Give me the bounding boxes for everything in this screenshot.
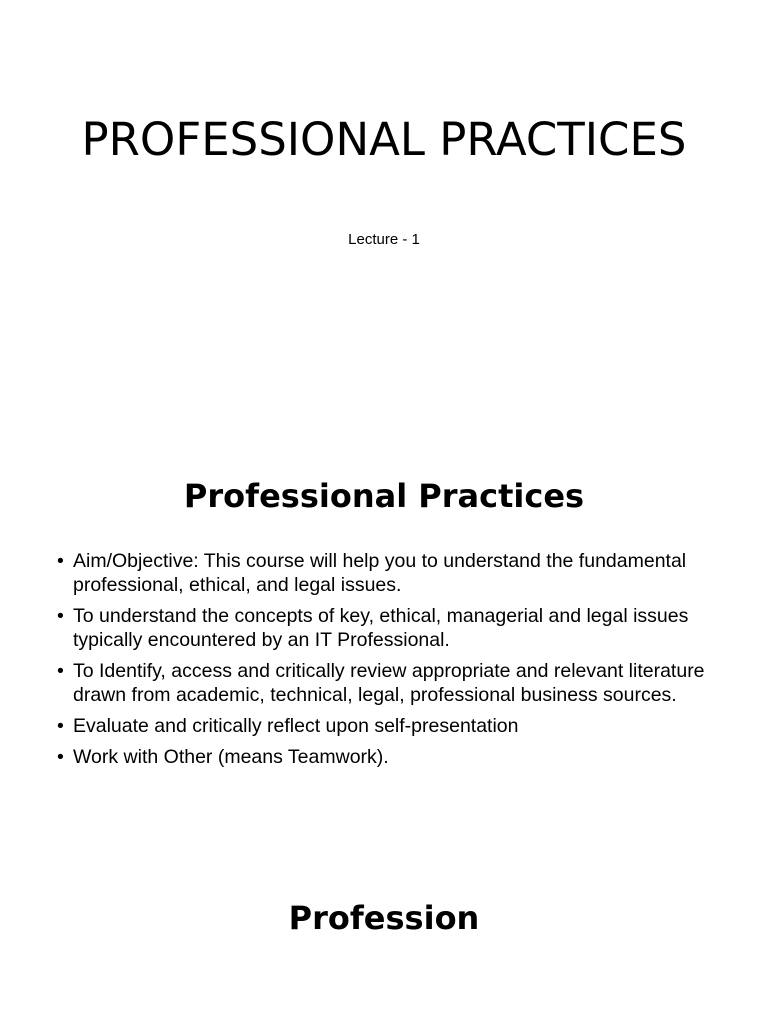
presentation-title: PROFESSIONAL PRACTICES <box>81 113 687 166</box>
bullet-text: Aim/Objective: This course will help you to understand the fundamental professional, ethical, and legal issues. <box>73 550 687 596</box>
list-item <box>57 659 722 707</box>
bullet-text: Evaluate and critically reflect upon self-presentation <box>73 715 519 737</box>
bullet-text: To understand the concepts of key, ethical, managerial and legal issues typically encountered by an IT Professional. <box>73 605 689 651</box>
slide-heading: Profession <box>288 899 480 937</box>
list-item <box>57 714 722 738</box>
slide-heading: Professional Practices <box>183 477 585 515</box>
bullet-text: To Identify, access and critically review appropriate and relevant literature drawn from academic, technical, legal, professional business sources. <box>73 660 705 706</box>
bullet-icon: • <box>57 605 64 627</box>
bullet-text: Work with Other (means Teamwork). <box>73 746 389 768</box>
slide-profession <box>0 840 768 1024</box>
bullet-icon: • <box>57 715 64 737</box>
list-item <box>57 604 722 652</box>
lecture-subtitle: Lecture - 1 <box>348 231 420 248</box>
slide-professional-practices <box>0 420 768 840</box>
slide-title <box>0 0 768 420</box>
list-item <box>57 549 722 597</box>
bullet-list <box>57 549 722 776</box>
bullet-icon: • <box>57 746 64 768</box>
bullet-icon: • <box>57 660 64 682</box>
list-item <box>57 745 722 769</box>
bullet-icon: • <box>57 550 64 572</box>
